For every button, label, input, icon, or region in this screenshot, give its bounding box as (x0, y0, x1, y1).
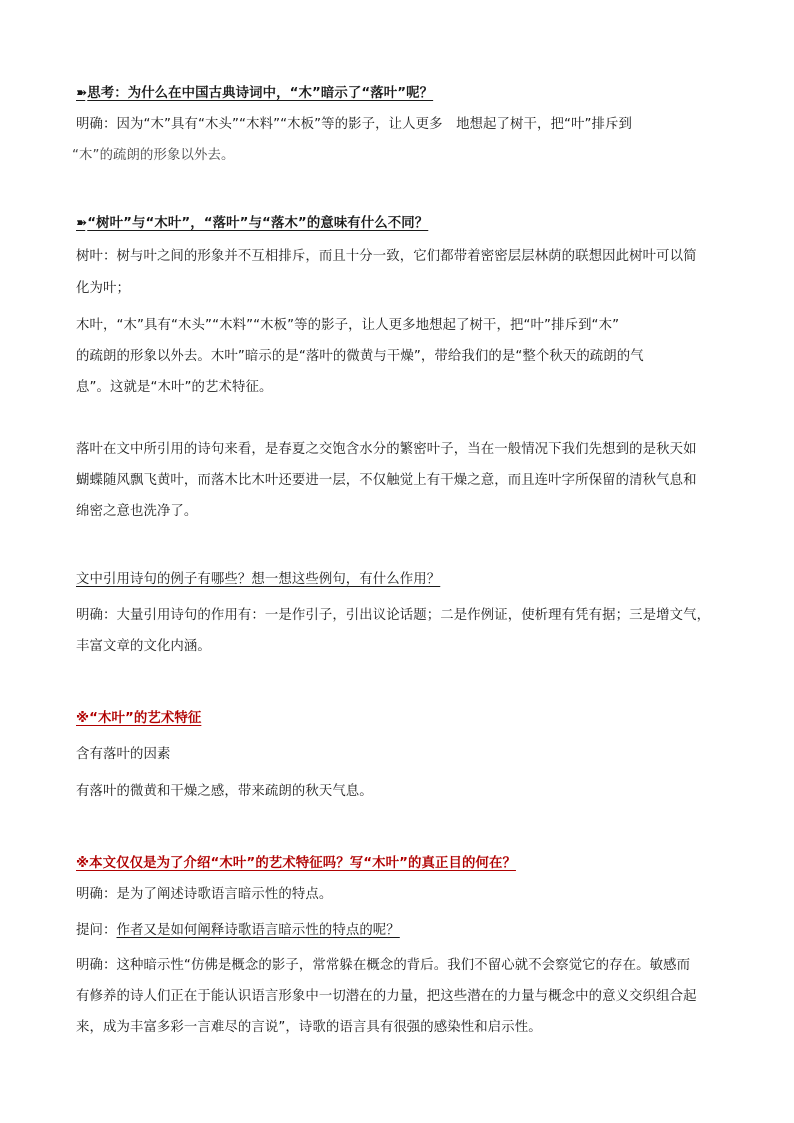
answer-text: 来，成为丰富多彩一言难尽的言说”，诗歌的语言具有很强的感染性和启示性。 (76, 1020, 542, 1035)
ask-line (76, 921, 726, 941)
paragraph-text: 木叶，“木”具有“木头”“木料”“木板”等的影子，让人更多地想起了树干，把“叶”排斥到“木” (76, 318, 620, 333)
answer-text: 明确：是为了阐述诗歌语言暗示性的特点。 (76, 887, 333, 902)
paragraph-text: 息”。这就是“木叶”的艺术特征。 (76, 380, 273, 395)
answer-text: 有修养的诗人们正在于能认识语言形象中一切潜在的力量，把这些潜在的力量与概念中的意义交织组合起 (76, 989, 697, 1004)
list-item: 含有落叶的因素 (76, 747, 171, 762)
section-heading-purpose: ※本文仅仅是为了介绍“木叶”的艺术特征吗？写“木叶”的真正目的何在？ (76, 856, 516, 871)
paragraph-text: 化为叶； (76, 281, 130, 296)
answer-text: 丰富文章的文化内涵。 (76, 639, 211, 654)
answer-text: 明确：这种暗示性“仿佛是概念的影子，常常躲在概念的背后。我们不留心就不会察觉它的存在。敏感而 (76, 958, 691, 973)
list-item: 有落叶的微黄和干燥之感，带来疏朗的秋天气息。 (76, 784, 373, 799)
paragraph-text: 落叶在文中所引用的诗句来看，是春夏之交饱含水分的繁密叶子，当在一般情况下我们先想到的是秋天如 (76, 442, 697, 457)
question-heading: 文中引用诗句的例子有哪些？想一想这些例句，有什么作用？ (76, 572, 441, 587)
paragraph-text: 树叶：树与叶之间的形象并不互相排斥，而且十分一致，它们都带着密密层层林荫的联想因此树叶可以简 (76, 249, 697, 264)
arrow-bullet-icon: ➽ (76, 86, 86, 101)
paragraph-text: 蝴蝶随风飘飞黄叶，而落木比木叶还要进一层，不仅触觉上有干燥之意，而且连叶字所保留的清秋气息和 (76, 473, 697, 488)
ask-text: 作者又是如何阐释诗歌语言暗示性的特点的呢？ (116, 923, 400, 938)
section-heading-think: ➽ 思考：为什么在中国古典诗词中，“木”暗示了“落叶”呢？ (76, 86, 434, 101)
paragraph-text: 的疏朗的形象以外去。木叶”暗示的是“落叶的微黄与干燥”，带给我们的是“整个秋天的疏朗的气 (76, 349, 644, 364)
answer-text: “木”的疏朗的形象以外去。 (72, 148, 235, 163)
ask-label: 提问： (76, 923, 117, 938)
paragraph-text: 绵密之意也洗净了。 (76, 504, 198, 519)
section-heading-features: ※“木叶”的艺术特征 (76, 711, 202, 726)
section-heading-compare: ➽ “树叶”与“木叶”，“落叶”与“落木”的意味有什么不同？ (76, 216, 429, 231)
arrow-bullet-icon: ➽ (76, 216, 86, 231)
answer-text: 明确：大量引用诗句的作用有：一是作引子，引出议论话题；二是作例证，使析理有凭有据；三是增文气， (76, 608, 711, 623)
answer-text: 明确：因为“木”具有“木头”“木料”“木板”等的影子，让人更多 地想起了树干，把“叶”排斥到 (76, 117, 633, 132)
